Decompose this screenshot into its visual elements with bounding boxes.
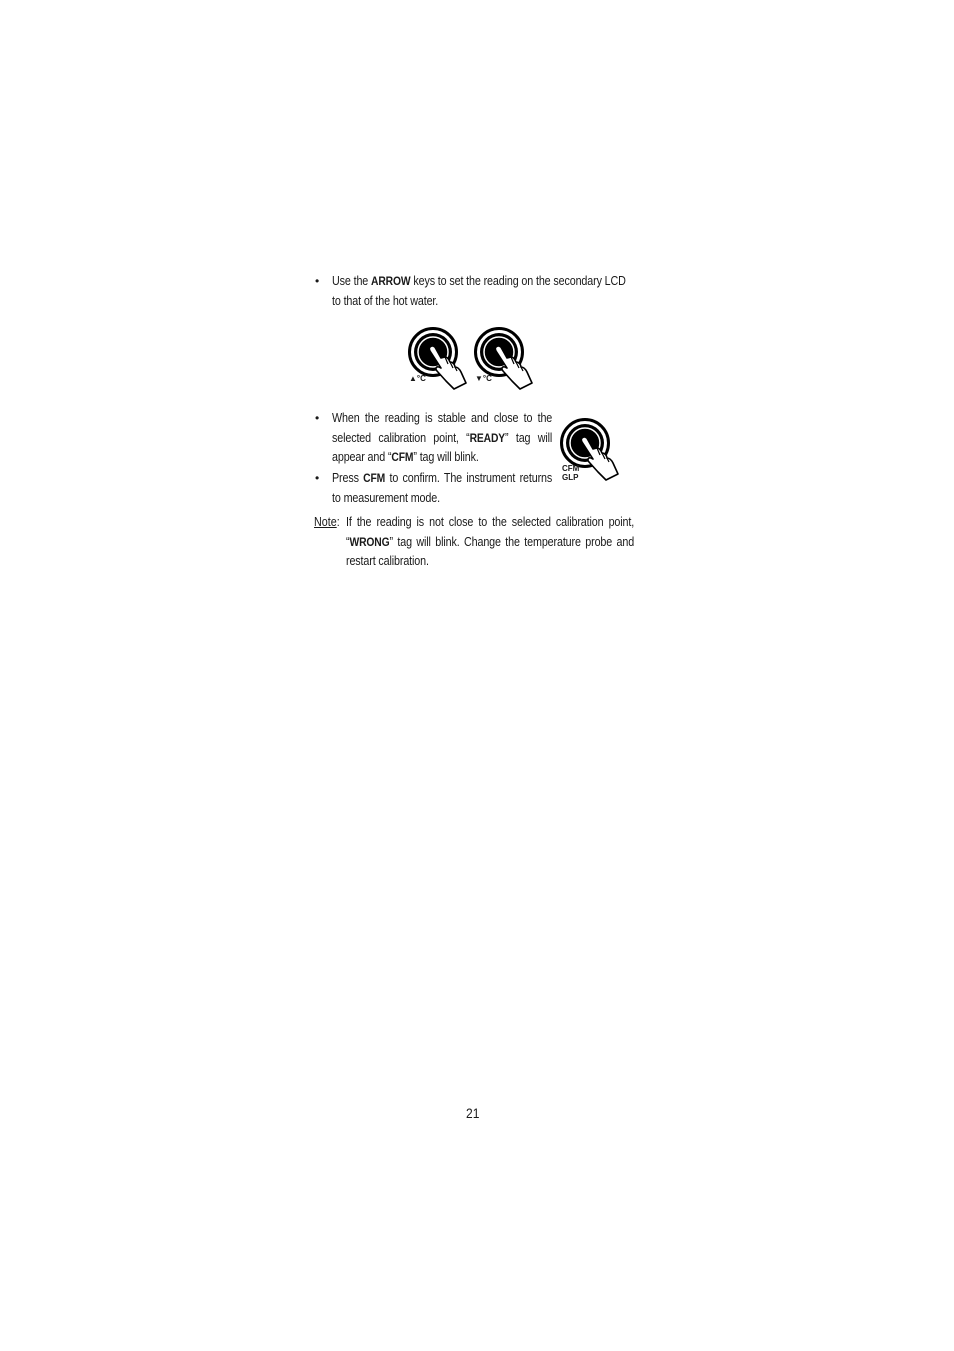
text-run: ” tag will blink. Change the temperature probe and restart calibration.: [346, 534, 635, 568]
text-run: Use the: [332, 274, 372, 288]
page-number: 21: [466, 1105, 480, 1121]
bullet-marker: •: [315, 274, 320, 288]
text-run: ” tag will appear and “: [332, 430, 553, 464]
key-name-arrow: ARROW: [371, 274, 411, 288]
cfm-key-label: CFM: [562, 464, 580, 473]
glp-key-label: GLP: [562, 473, 579, 482]
bullet-marker: •: [315, 411, 320, 425]
text-run: keys to set the reading on the secondary LCD to that of the hot water.: [332, 274, 626, 308]
key-name-cfm: CFM: [363, 471, 386, 485]
note-label-text: Note: [314, 515, 337, 529]
tag-ready: READY: [469, 430, 506, 445]
instruction-press-cfm: [332, 469, 552, 508]
text-run: When the reading is stable and close to the selected calibration point, “: [332, 411, 553, 445]
text-run: If the reading is not close to the selected calibration point, “: [346, 515, 635, 549]
note-colon: :: [336, 515, 340, 529]
instruction-arrow-keys: [332, 272, 633, 311]
text-run: Press: [332, 471, 364, 485]
note-label: [314, 513, 340, 533]
down-temp-key-label: ▼°C: [475, 374, 492, 383]
bullet-marker: •: [315, 471, 320, 485]
text-run: ” tag will blink.: [413, 450, 479, 464]
instruction-ready-tag: [332, 409, 552, 468]
note-text: [346, 513, 634, 572]
text-run: to confirm. The instrument returns to measurement mode.: [332, 471, 553, 505]
tag-wrong: WRONG: [349, 534, 390, 549]
tag-cfm: CFM: [391, 450, 414, 464]
up-temp-key-label: ▲°C: [409, 374, 426, 383]
